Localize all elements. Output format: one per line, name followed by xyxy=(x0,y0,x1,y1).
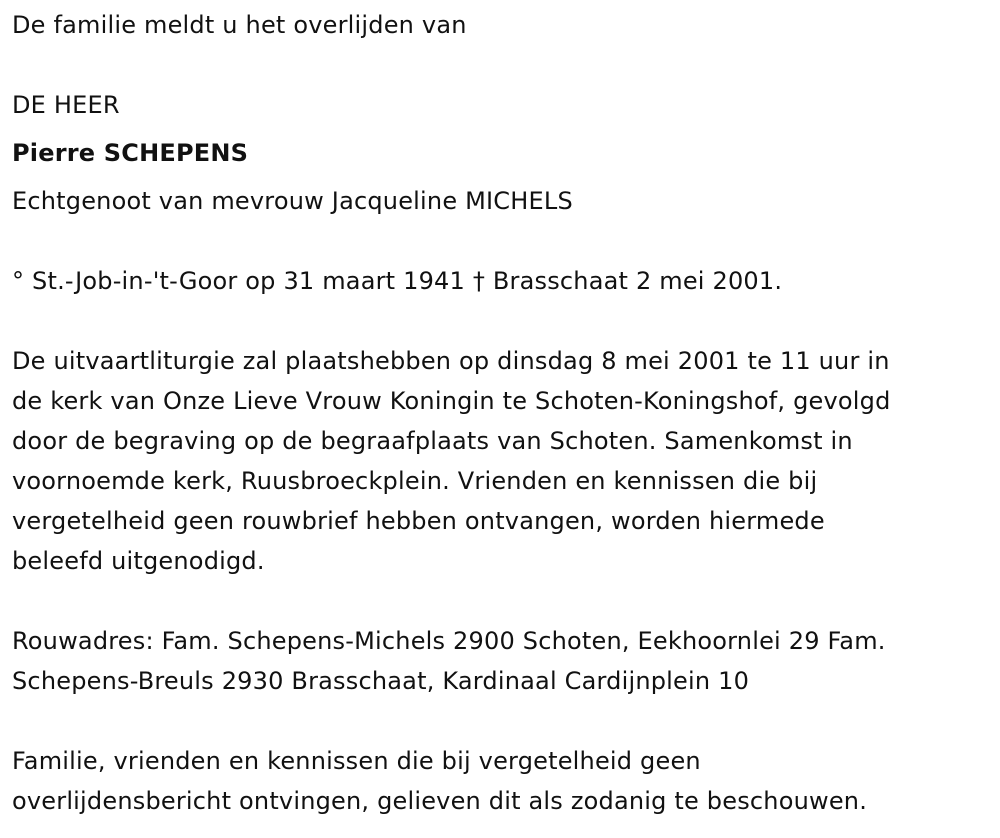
birth-death-text: ° St.-Job-in-'t-Goor op 31 maart 1941 † Brasschaat 2 mei 2001. xyxy=(12,267,783,295)
closing-line: overlijdensbericht ontvingen, gelieven dit als zodanig te beschouwen. xyxy=(12,787,868,815)
salutation: DE HEER xyxy=(12,91,120,119)
funeral-line: voornoemde kerk, Ruusbroeckplein. Vrienden en kennissen die bij xyxy=(12,467,818,495)
funeral-line: De uitvaartliturgie zal plaatshebben op dinsdag 8 mei 2001 te 11 uur in xyxy=(12,347,890,375)
address-line: Schepens-Breuls 2930 Brasschaat, Kardinaal Cardijnplein 10 xyxy=(12,667,750,695)
funeral-line: de kerk van Onze Lieve Vrouw Koningin te Schoten-Koningshof, gevolgd xyxy=(12,387,891,415)
funeral-line: door de begraving op de begraafplaats van Schoten. Samenkomst in xyxy=(12,427,853,455)
intro-text: De familie meldt u het overlijden van xyxy=(12,11,467,39)
closing-line: Familie, vrienden en kennissen die bij vergetelheid geen xyxy=(12,747,701,775)
deceased-name: Pierre SCHEPENS xyxy=(12,139,249,167)
funeral-line: vergetelheid geen rouwbrief hebben ontvangen, worden hiermede xyxy=(12,507,825,535)
spouse-text: Echtgenoot van mevrouw Jacqueline MICHELS xyxy=(12,187,573,215)
funeral-line: beleefd uitgenodigd. xyxy=(12,547,265,575)
address-line: Rouwadres: Fam. Schepens-Michels 2900 Schoten, Eekhoornlei 29 Fam. xyxy=(12,627,886,655)
